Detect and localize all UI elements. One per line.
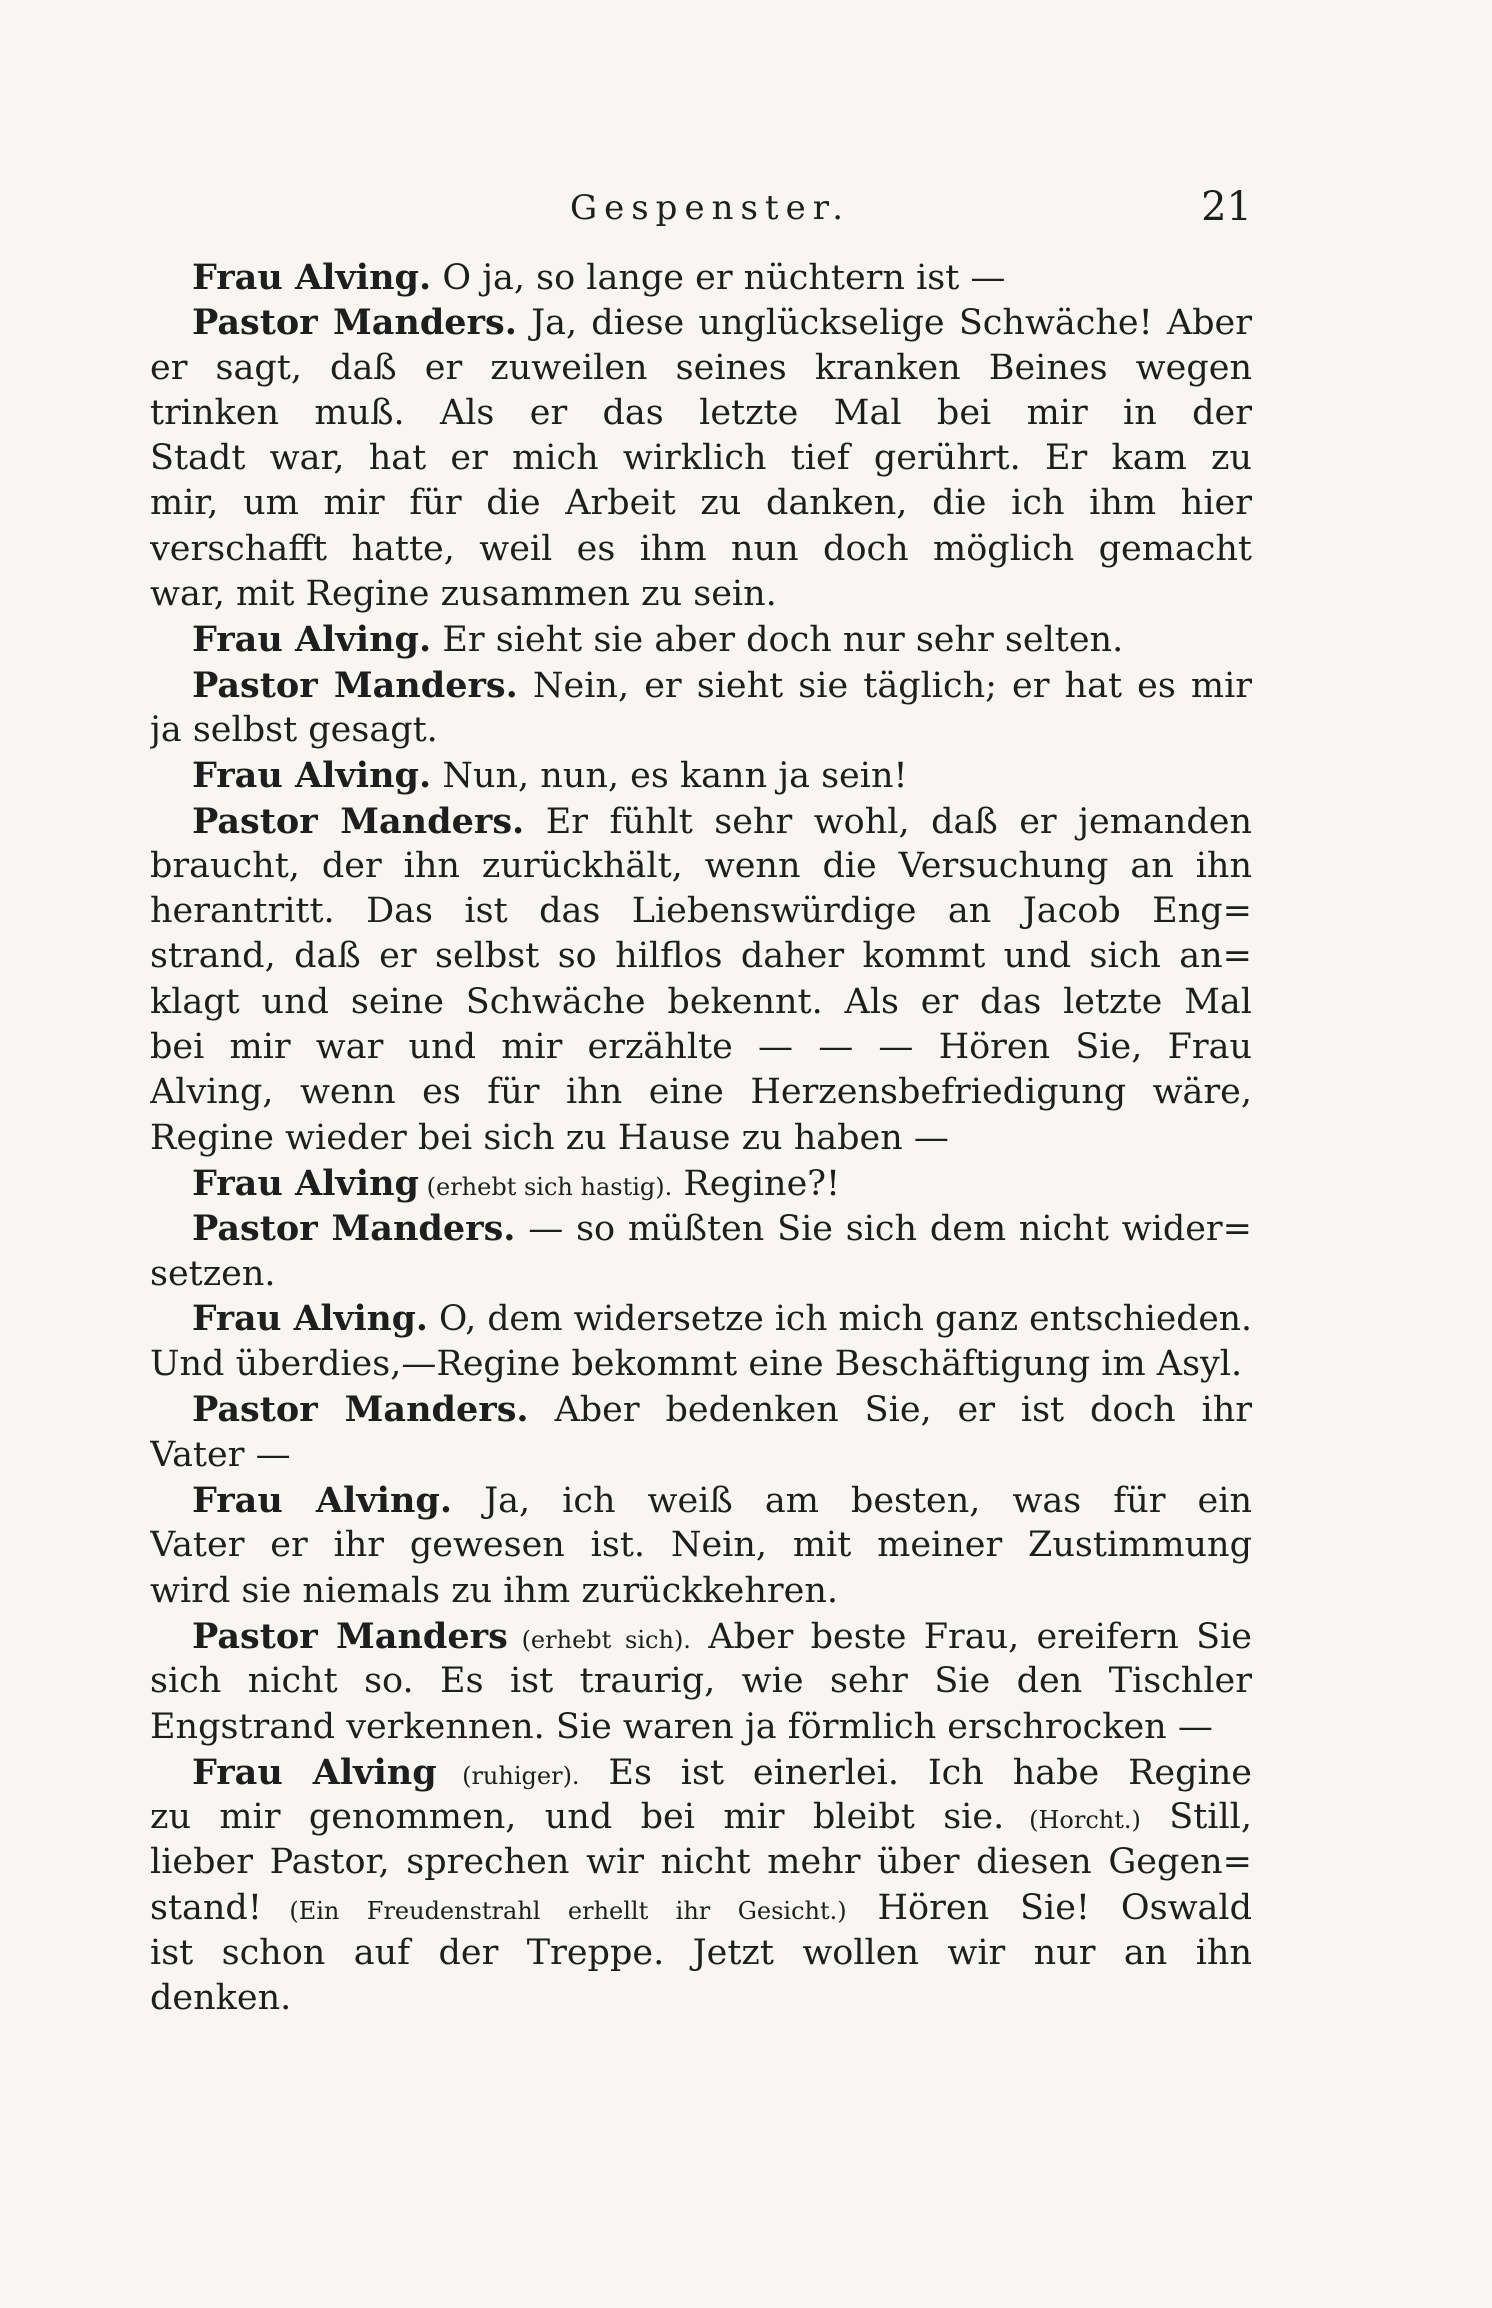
text-line <box>150 391 1252 436</box>
text-line <box>150 753 1252 798</box>
text-line <box>150 255 1252 300</box>
dialogue-text: verschafft hatte, weil es ihm nun doch möglich gemacht <box>150 528 1252 569</box>
dialogue-text: ja selbst gesagt. <box>150 709 438 750</box>
text-line <box>150 1478 1252 1523</box>
text-line <box>150 300 1252 345</box>
speaker-name: Frau Alving <box>192 1751 437 1793</box>
text-line <box>150 1976 1252 2021</box>
speaker-name: Frau Alving. <box>192 619 432 661</box>
dialogue-text: Vater — <box>150 1434 291 1475</box>
dialogue-text: Aber bedenken Sie, er ist doch ihr <box>528 1390 1252 1431</box>
dialogue-text: setzen. <box>150 1253 276 1294</box>
text-line <box>150 1433 1252 1478</box>
stage-direction: (Horcht.) <box>1004 1806 1141 1835</box>
dialogue-text: Ja, diese unglückselige Schwäche! Aber <box>516 303 1252 344</box>
dialogue-text: wird sie niemals zu ihm zurückkehren. <box>150 1570 838 1611</box>
text-line <box>150 889 1252 934</box>
dialogue-text: Vater er ihr gewesen ist. Nein, mit meiner Zustimmung <box>150 1525 1252 1566</box>
text-line <box>150 1161 1252 1206</box>
stage-direction: (erhebt sich hastig). <box>419 1172 673 1201</box>
text-line <box>150 1252 1252 1297</box>
dialogue-text: Aber beste Frau, ereifern Sie <box>690 1616 1252 1657</box>
text-line <box>150 572 1252 617</box>
text-line <box>150 1116 1252 1161</box>
dialogue-text: O ja, so lange er nüchtern ist — <box>431 258 1006 298</box>
speaker-name: Frau Alving. <box>192 1480 453 1522</box>
text-line <box>150 1750 1252 1795</box>
speaker-name: Pastor Manders. <box>192 302 517 344</box>
text-line <box>150 934 1252 979</box>
text-line <box>150 1705 1252 1750</box>
speaker-name: Frau Alving. <box>192 755 432 797</box>
dialogue-text: klagt und seine Schwäche bekennt. Als er das letzte Mal <box>150 981 1252 1022</box>
page-header <box>150 184 1270 248</box>
dialogue-text: Und überdies,—Regine bekommt eine Beschäftigung im Asyl. <box>150 1344 1243 1385</box>
text-line <box>150 1569 1252 1614</box>
text-line <box>150 708 1252 753</box>
text-line <box>150 527 1252 572</box>
dialogue-text: ist schon auf der Treppe. Jetzt wollen wir nur an ihn <box>150 1932 1252 1973</box>
text-line <box>150 481 1252 526</box>
dialogue-text: Nein, er sieht sie täglich; er hat es mir <box>517 665 1252 706</box>
dialogue-text: denken. <box>150 1978 292 2019</box>
dialogue-text: herantritt. Das ist das Liebenswürdige an Jacob Eng= <box>150 891 1252 932</box>
speaker-name: Pastor Manders. <box>192 664 518 706</box>
text-line <box>150 1931 1252 1976</box>
text-line <box>150 346 1252 391</box>
dialogue-text: trinken muß. Als er das letzte Mal bei mir in der <box>150 392 1252 433</box>
dialogue-text: Hören Sie! Oswald <box>846 1887 1252 1928</box>
dialogue-text: stand! <box>150 1887 262 1928</box>
text-line <box>150 663 1252 708</box>
page-number: 21 <box>1201 184 1252 230</box>
dialogue-text: Regine?! <box>672 1163 841 1204</box>
stage-direction: (ruhiger). <box>436 1761 580 1790</box>
dialogue-text: braucht, der ihn zurückhält, wenn die Versuchung an ihn <box>150 845 1252 886</box>
text-line <box>150 436 1252 481</box>
text-line <box>150 980 1252 1025</box>
dialogue-text: — so müßten Sie sich dem nicht wider= <box>515 1209 1252 1250</box>
dialogue-text: mir, um mir für die Arbeit zu danken, die ich ihm hier <box>150 483 1252 524</box>
dialogue-text: O, dem widersetze ich mich ganz entschieden. <box>427 1298 1252 1339</box>
text-line <box>150 1025 1252 1070</box>
dialogue-text: Nun, nun, es kann ja sein! <box>431 756 908 797</box>
text-line <box>150 1342 1252 1387</box>
text-line <box>150 1297 1252 1342</box>
text-line <box>150 1795 1252 1840</box>
dialogue-text: er sagt, daß er zuweilen seines kranken Beines wegen <box>150 347 1252 388</box>
dialogue-text: bei mir war und mir erzählte — — — Hören Sie, Frau <box>150 1027 1252 1068</box>
dialogue-text: Engstrand verkennen. Sie waren ja förmlich erschrocken — <box>150 1706 1213 1747</box>
dialogue-text: sich nicht so. Es ist traurig, wie sehr Sie den Tischler <box>150 1661 1252 1702</box>
dialogue-text: strand, daß er selbst so hilflos daher kommt und sich an= <box>150 936 1252 977</box>
text-line <box>150 1614 1252 1659</box>
dialogue-text: Ja, ich weiß am besten, was für ein <box>452 1481 1252 1522</box>
dialogue-text: Stadt war, hat er mich wirklich tief gerührt. Er kam zu <box>150 438 1252 479</box>
speaker-name: Frau Alving <box>192 1162 419 1204</box>
speaker-name: Pastor Manders. <box>192 800 525 842</box>
dialogue-text: Es ist einerlei. Ich habe Regine <box>579 1752 1252 1793</box>
text-line <box>150 844 1252 889</box>
text-line <box>150 1387 1252 1432</box>
dialogue-text: lieber Pastor, sprechen wir nicht mehr über diesen Gegen= <box>150 1842 1252 1883</box>
text-line <box>150 1206 1252 1251</box>
stage-direction: (Ein Freudenstrahl erhellt ihr Gesicht.) <box>261 1896 847 1925</box>
text-line <box>150 1659 1252 1704</box>
dialogue-text: war, mit Regine zusammen zu sein. <box>150 574 777 615</box>
dialogue-text: zu mir genommen, und bei mir bleibt sie. <box>150 1797 1005 1838</box>
speaker-name: Pastor Manders. <box>192 1389 529 1431</box>
body-text <box>150 255 1252 2022</box>
speaker-name: Frau Alving. <box>192 257 432 298</box>
text-line <box>150 799 1252 844</box>
text-line <box>150 1886 1252 1931</box>
dialogue-text: Er sieht sie aber doch nur sehr selten. <box>431 620 1124 661</box>
stage-direction: (erhebt sich). <box>507 1625 691 1654</box>
running-title: Gespenster. <box>569 188 851 228</box>
dialogue-text: Er fühlt sehr wohl, daß er jemanden <box>524 801 1252 842</box>
dialogue-text: Still, <box>1140 1797 1252 1838</box>
text-line <box>150 1523 1252 1568</box>
text-line <box>150 617 1252 662</box>
text-line <box>150 1070 1252 1115</box>
speaker-name: Frau Alving. <box>192 1298 428 1339</box>
text-line <box>150 1840 1252 1885</box>
dialogue-text: Regine wieder bei sich zu Hause zu haben — <box>150 1117 949 1158</box>
speaker-name: Pastor Manders. <box>192 1208 516 1250</box>
speaker-name: Pastor Manders <box>192 1615 508 1657</box>
dialogue-text: Alving, wenn es für ihn eine Herzensbefriedigung wäre, <box>150 1072 1252 1113</box>
